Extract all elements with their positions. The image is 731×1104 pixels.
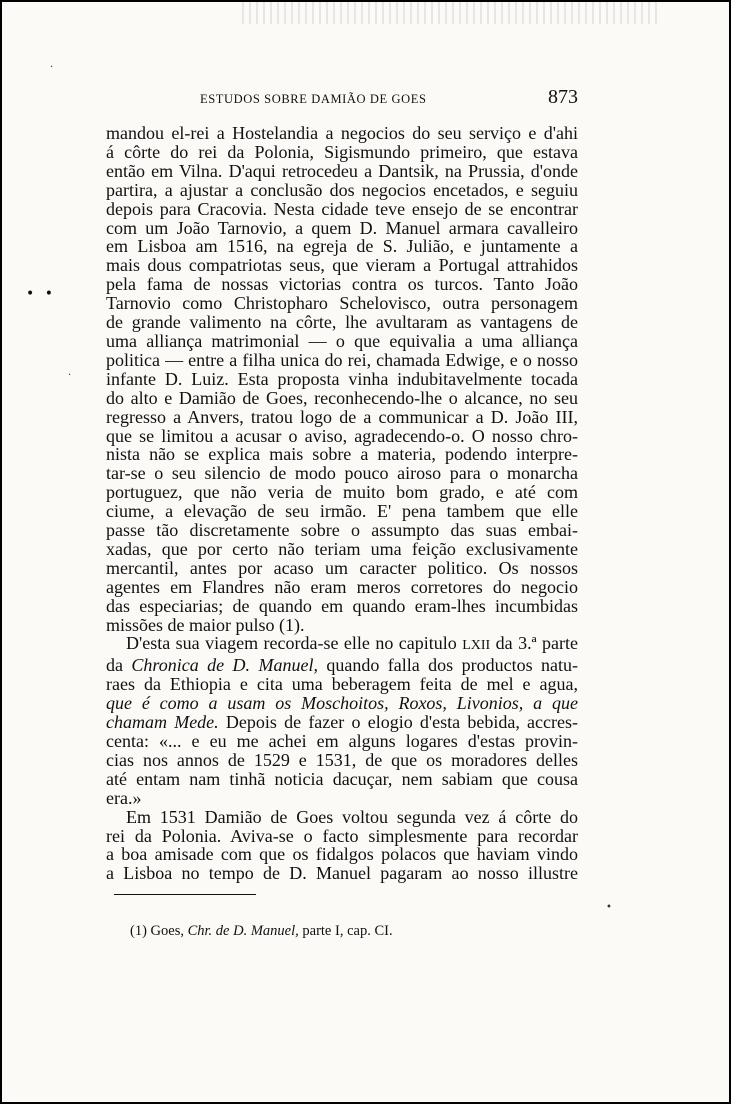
text-line: então em Vilna. D'aqui retrocedeu a Dantsik, na Prussia, d'onde: [106, 160, 578, 181]
text-line: até entam nam tinhã noticia dacuçar, nem sabiam que cousa: [106, 768, 578, 789]
scan-speck: •: [606, 902, 612, 913]
text-line: com um João Tarnovio, a quem D. Manuel armara cavalleiro: [106, 217, 578, 238]
text-line: era.»: [106, 787, 142, 808]
running-title: ESTUDOS SOBRE DAMIÃO DE GOES: [200, 92, 427, 106]
text-line: de grande valimento na côrte, lhe avultaram as vantagens de: [106, 312, 578, 333]
text-line: missões de maior pulso (1).: [106, 614, 305, 635]
text-line: que se limitou a acusar o aviso, agradecendo-o. O nosso chro-: [106, 425, 578, 446]
text-line: nista não se explica mais sobre a materia, podendo interpre-: [106, 444, 578, 465]
footnote: (1) Goes, Chr. de D. Manuel, parte I, cap. CI.: [130, 923, 393, 939]
scan-speck: ·: [68, 370, 72, 381]
text-line: mandou el-rei a Hostelandia a negocios do seu serviço e d'ahi: [106, 123, 578, 143]
text-line: portuguez, que não veria de muito bom grado, e até com: [106, 482, 578, 503]
paragraph-3: [106, 808, 578, 884]
text-line: em Lisboa am 1516, na egreja de S. Julião, e juntamente a: [106, 236, 578, 257]
text-line: Em 1531 Damião de Goes voltou segunda vez á côrte do: [126, 806, 578, 827]
text-line: regresso a Anvers, tratou logo de a communicar a D. João III,: [106, 406, 578, 427]
text-line: mercantil, antes por acaso um caracter politico. Os nossos: [106, 557, 578, 578]
text-line: ciume, a elevação de seu irmão. E' pena tambem que elle: [106, 501, 578, 522]
text-line: agentes em Flandres não eram meros corretores do negocio: [106, 576, 578, 597]
text-line: Tarnovio como Christopharo Schelovisco, outra personagem: [106, 293, 578, 314]
text-line: das especiarias; de quando em quando eram-lhes incumbidas: [106, 595, 578, 616]
text-line: chamam Mede. Depois de fazer o elogio d'esta bebida, accres-: [106, 712, 578, 733]
text-line: infante D. Luiz. Esta proposta vinha indubitavelmente tocada: [106, 368, 578, 389]
text-line: passe tão discretamente sobre o assumpto das suas embai-: [106, 520, 578, 541]
text-line: á côrte do rei da Polonia, Sigismundo primeiro, que estava: [106, 141, 578, 162]
book-title-italic: Chronica de D. Manuel,: [131, 655, 318, 676]
text-line: mais dous compatriotas seus, que vieram a Portugal attrahidos: [106, 255, 578, 276]
text-line: xadas, que por certo não teriam uma feição exclusivamente: [106, 538, 578, 559]
text-line: politica — entre a filha unica do rei, chamada Edwige, e o nosso: [106, 349, 578, 370]
text-line: depois para Cracovia. Nesta cidade teve ensejo de se encontrar: [106, 198, 578, 219]
text-line: a boa amisade com que os fidalgos polacos que haviam vindo: [106, 844, 578, 865]
paragraph-1: [106, 124, 578, 634]
text-line: D'esta sua viagem recorda-se elle no capitulo LXII da 3.ª parte: [126, 633, 578, 654]
text-line: do alto e Damião de Goes, reconhecendo-lhe o alcance, no seu: [106, 387, 578, 408]
page-number: 873: [548, 86, 578, 108]
text-line: da Chronica de D. Manuel, quando falla dos productos natu-: [106, 655, 578, 676]
body-text: [106, 124, 578, 883]
scan-speck: ·: [50, 62, 54, 73]
scan-noise: [242, 2, 662, 24]
text-line: uma alliança matrimonial — o que equivalia a uma alliança: [106, 330, 578, 351]
text-line: cias nos annos de 1529 e 1531, de que os moradores delles: [106, 749, 578, 770]
text-line: pela fama de nossas victorias contra os turcos. Tanto João: [106, 274, 578, 295]
chapter-numeral: LXII: [462, 638, 491, 654]
text-line: partira, a ajustar a conclusão dos negocios encetados, e seguiu: [106, 179, 578, 200]
text-line: rei da Polonia. Aviva-se o facto simplesmente para recordar: [106, 825, 578, 846]
footnote-rule: [114, 894, 256, 895]
margin-dots: • •: [26, 286, 56, 302]
text-line: raes da Ethiopia e cita uma beberagem feita de mel e agua,: [106, 674, 578, 695]
text-line: a Lisboa no tempo de D. Manuel pagaram ao nosso illustre: [106, 863, 578, 884]
text-line: que é como a usam os Moschoitos, Roxos, Livonios, a que: [106, 693, 578, 714]
text-line: centa: «... e eu me achei em alguns logares d'estas provin-: [106, 731, 578, 751]
text-line: tar-se o seu silencio de modo pouco airoso para o monarcha: [106, 463, 578, 484]
paragraph-2: [106, 634, 578, 807]
